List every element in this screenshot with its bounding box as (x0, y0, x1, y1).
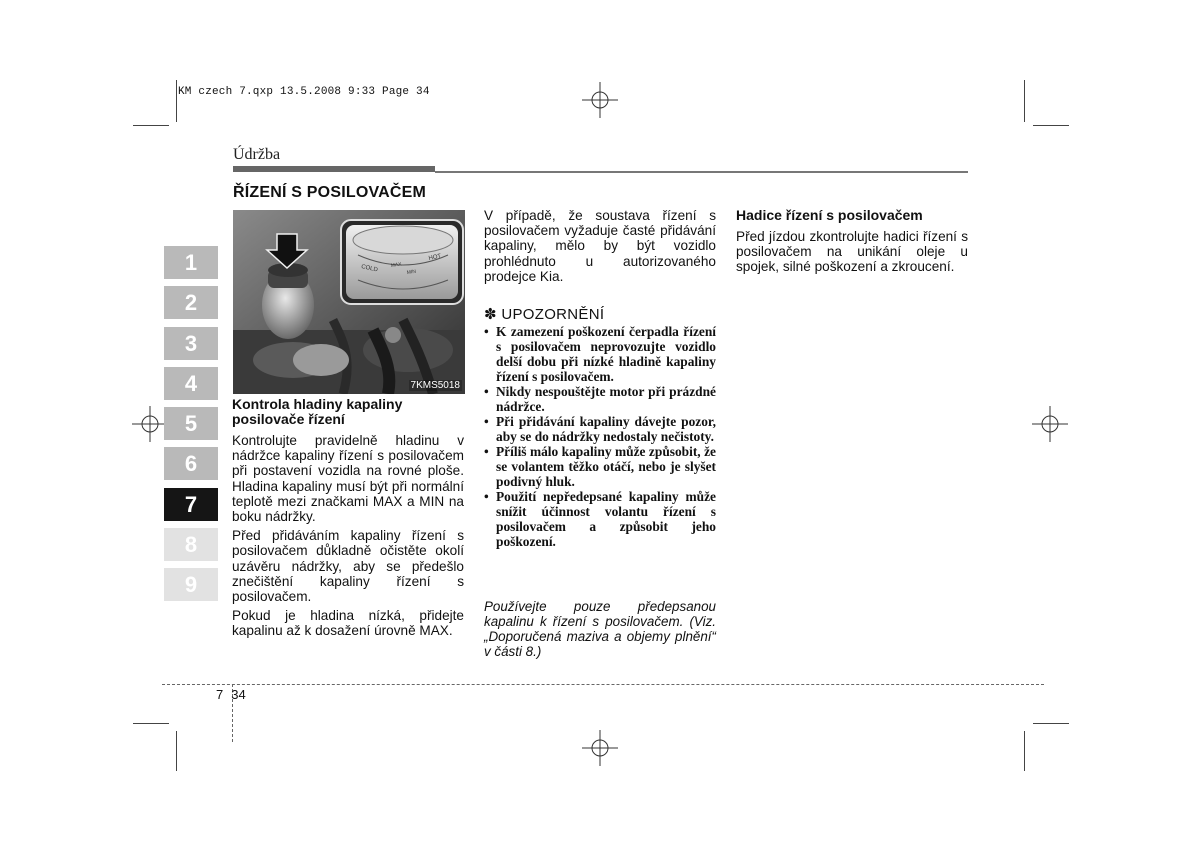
crop-mark (176, 80, 177, 122)
chapter-tab-label: 2 (184, 289, 198, 315)
caution-item (484, 414, 716, 444)
inset-label-hot: HOT (428, 253, 442, 262)
bullet-icon: • (484, 324, 489, 339)
paragraph: Kontrolujte pravidelně hladinu v nádržce kapaliny řízení s posilovačem při postavení vozidla na rovné ploše. Hladina kapaliny musí být při normální teplotě mezi značkami MAX a MIN na boku nádržky. (232, 433, 464, 525)
crop-mark (1024, 80, 1025, 122)
page-index: 34 (231, 687, 246, 702)
inset-label-max: MAX (390, 261, 403, 269)
caution-item (484, 444, 716, 489)
engine-bay-illustration (233, 210, 465, 394)
crop-mark (1033, 723, 1069, 724)
bullet-icon: • (484, 384, 489, 399)
column-1-body (232, 433, 464, 643)
engine-bay-figure (233, 210, 465, 394)
chapter-tab-5[interactable] (164, 407, 218, 440)
crop-mark (1024, 731, 1025, 771)
caution-item-text: Příliš málo kapaliny může způsobit, že se volantem těžko otáčí, nebo je slyšet podivný hluk. (496, 444, 716, 489)
figure-code: 7KMS5018 (410, 380, 460, 391)
bullet-icon: • (484, 414, 489, 429)
paragraph: Pokud je hladina nízká, přidejte kapalinu až k dosažení úrovně MAX. (232, 608, 464, 639)
crop-mark (176, 731, 177, 771)
inset-label-min: MIN (406, 268, 417, 276)
chapter-tab-label: 5 (184, 410, 198, 436)
header-bar (233, 166, 435, 172)
hose-heading: Hadice řízení s posilovačem (736, 207, 923, 223)
bullet-icon: • (484, 444, 489, 459)
caution-item-text: Nikdy nespouštějte motor při prázdné nádržce. (496, 384, 716, 414)
registration-mark-icon (582, 82, 618, 118)
hose-paragraph: Před jízdou zkontrolujte hadici řízení s posilovačem na unikání oleje u spojek, silné poškození a zkroucení. (736, 229, 968, 275)
chapter-tab-6[interactable] (164, 447, 218, 480)
footer-rule (162, 684, 1044, 685)
chapter-tab-label: 9 (184, 571, 198, 597)
caution-item-text: Použití nepředepsané kapaliny může snížit účinnost volantu řízení s posilovačem a způsobit jeho poškození. (496, 489, 716, 549)
chapter-tab-4[interactable] (164, 367, 218, 400)
chapter-tab-label: 7 (184, 491, 198, 517)
chapter-tab-9[interactable] (164, 568, 218, 601)
paragraph: Před přidáváním kapaliny řízení s posilovačem důkladně očistěte okolí uzávěru nádržky, aby se předešlo znečištění kapaliny řízení s posilovačem. (232, 528, 464, 605)
chapter-tab-1[interactable] (164, 246, 218, 279)
chapter-tab-8[interactable] (164, 528, 218, 561)
chapter-tab-label: 6 (184, 450, 198, 476)
print-slug: KM czech 7.qxp 13.5.2008 9:33 Page 34 (178, 86, 430, 98)
column-2-intro: V případě, že soustava řízení s posilovačem vyžaduje časté přidávání kapaliny, mělo by být vozidlo prohlédnuto u autorizovaného prodejce Kia. (484, 208, 716, 284)
fluid-level-heading: Kontrola hladiny kapaliny posilovače řízení (232, 396, 403, 427)
inset-label-cold: COLD (360, 264, 379, 274)
caution-list (484, 324, 716, 549)
caution-title: ✽ UPOZORNĚNÍ (484, 306, 605, 323)
section-title: Údržba (233, 146, 281, 163)
caution-item (484, 384, 716, 414)
chapter-tab-label: 3 (184, 330, 198, 356)
registration-mark-icon (132, 406, 168, 442)
page-number (216, 687, 246, 702)
chapter-tab-label: 1 (184, 249, 198, 275)
caution-item (484, 324, 716, 384)
crop-mark (133, 723, 169, 724)
caution-item-text: K zamezení poškození čerpadla řízení s posilovačem neprovozujte vozidlo delší dobu při nízké hladině kapaliny řízení s posilovačem. (496, 324, 716, 384)
note-text: Používejte pouze předepsanou kapalinu k řízení s posilovačem. (Viz. „Doporučená maziva a objemy plnění“ v části 8.) (484, 599, 716, 659)
page-chapter: 7 (216, 687, 224, 702)
chapter-tab-2[interactable] (164, 286, 218, 319)
registration-mark-icon (1032, 406, 1068, 442)
header-rule (435, 171, 968, 173)
crop-mark (133, 125, 169, 126)
bullet-icon: • (484, 489, 489, 504)
chapter-tab-label: 4 (184, 370, 198, 396)
crop-mark (1033, 125, 1069, 126)
registration-mark-icon (582, 730, 618, 766)
chapter-tab-7[interactable] (164, 488, 218, 521)
chapter-tab-label: 8 (184, 531, 198, 557)
caution-item-text: Při přidávání kapaliny dávejte pozor, aby se do nádržky nedostaly nečistoty. (496, 414, 716, 444)
main-heading: ŘÍZENÍ S POSILOVAČEM (233, 184, 427, 201)
caution-item (484, 489, 716, 549)
chapter-tab-3[interactable] (164, 327, 218, 360)
